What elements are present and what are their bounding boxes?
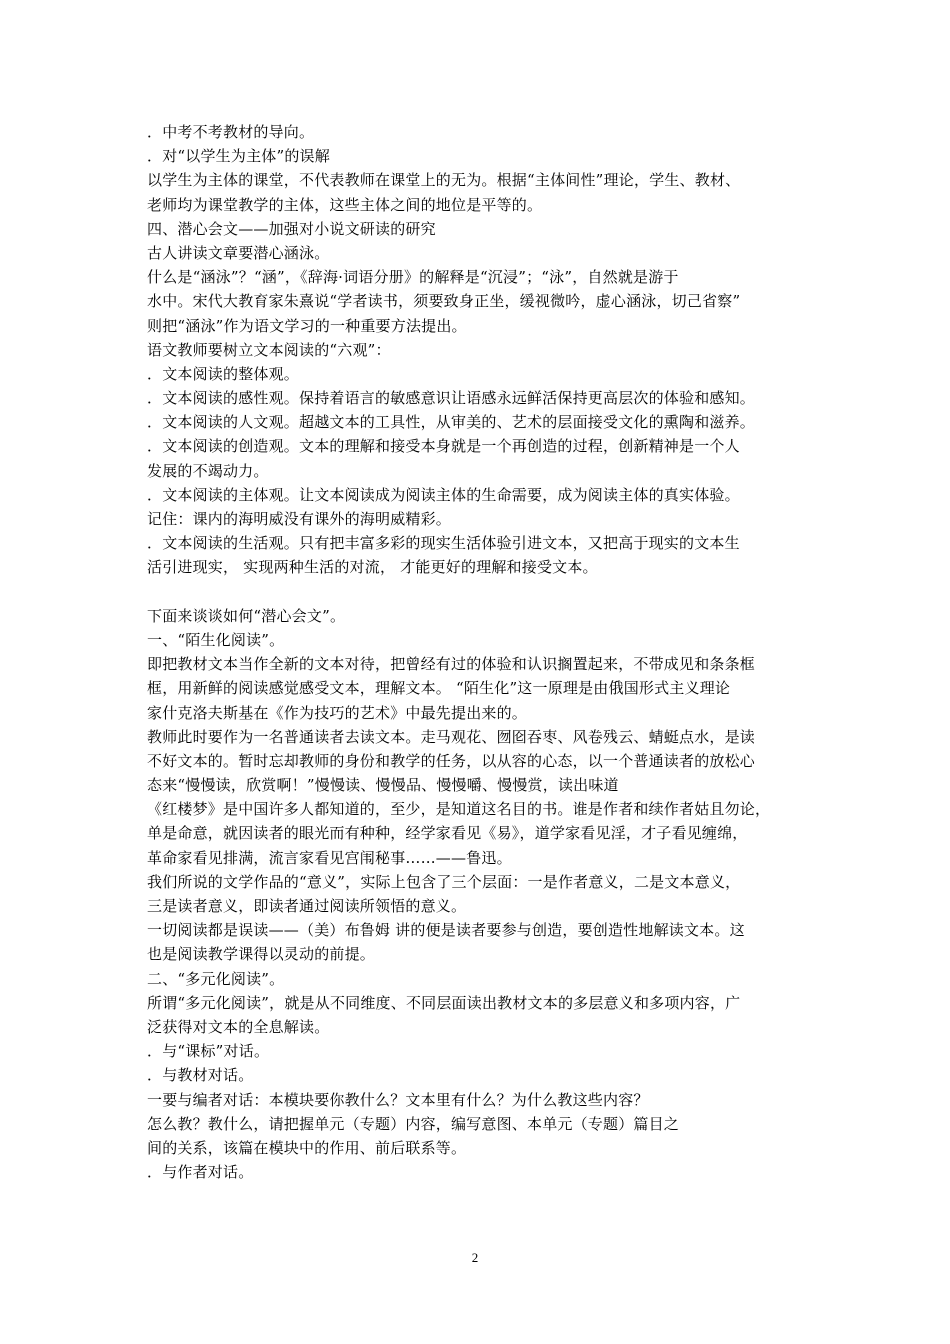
text-line: 怎么教？教什么，请把握单元（专题）内容，编写意图、本单元（专题）篇目之 [147, 1114, 680, 1133]
text-line: 家什克洛夫斯基在《作为技巧的艺术》中最先提出来的。 [147, 703, 528, 722]
text-line: 单是命意，就因读者的眼光而有种种，经学家看见《易》，道学家看见淫，才子看见缠绵， [147, 824, 748, 843]
text-line: 古人讲读文章要潜心涵泳。 [147, 243, 330, 262]
text-line: 态来“慢慢读，欣赏啊！”慢慢读、慢慢品、慢慢嚼、慢慢赏，读出味道 [147, 776, 619, 795]
text-line: 一切阅读都是误读——（美）布鲁姆 讲的便是读者要参与创造，要创造性地解读文本。这 [147, 921, 745, 940]
text-line: 我们所说的文学作品的“意义”，实际上包含了三个层面：一是作者意义，二是文本意义， [147, 872, 741, 891]
text-line: 革命家看见排满，流言家看见宫闱秘事……——鲁迅。 [147, 848, 512, 867]
text-line: 下面来谈谈如何“潜心会文”。 [147, 606, 346, 625]
text-line: 语文教师要树立文本阅读的“六观”： [147, 340, 391, 359]
text-line: 二、“多元化阅读”。 [147, 969, 285, 988]
text-line: 即把教材文本当作全新的文本对待，把曾经有过的体验和认识搁置起来，不带成见和条条框 [147, 655, 756, 674]
text-line: ．与教材对话。 [147, 1066, 254, 1085]
text-line: 记住：课内的海明威没有课外的海明威精彩。 [147, 510, 452, 528]
page-number: 2 [471, 1250, 479, 1265]
text-line: ．与“课标”对话。 [147, 1042, 270, 1061]
text-line: 也是阅读教学课得以灵动的前提。 [147, 945, 376, 964]
text-line: 框，用新鲜的阅读感觉感受文本，理解文本。 “陌生化”这一原理是由俄国形式主义理论 [147, 679, 731, 698]
blank-line [147, 580, 812, 604]
text-line: 四、潜心会文——加强对小说文研读的研究 [147, 219, 436, 238]
text-line: ．文本阅读的感性观。保持着语言的敏感意识让语感永远鲜活保持更高层次的体验和感知。 [147, 389, 756, 408]
text-line: 教师此时要作为一名普通读者去读文本。走马观花、囫囵吞枣、风卷残云、蜻蜓点水，是读 [147, 727, 756, 746]
text-line: 所谓“多元化阅读”，就是从不同维度、不同层面读出教材文本的多层意义和多项内容，广 [147, 993, 741, 1012]
text-line: ．文本阅读的生活观。只有把丰富多彩的现实生活体验引进文本，又把高于现实的文本生 [147, 534, 740, 553]
text-line: 发展的不竭动力。 [147, 461, 269, 480]
text-line: ．文本阅读的人文观。超越文本的工具性，从审美的、艺术的层面接受文化的熏陶和滋养。 [147, 413, 756, 432]
text-line: 《红楼梦》是中国许多人都知道的，至少，是知道这名目的书。谁是作者和续作者姑且勿论， [147, 800, 771, 819]
text-line: 一、“陌生化阅读”。 [147, 630, 285, 649]
text-line: 以学生为主体的课堂，不代表教师在课堂上的无为。根据“主体间性”理论，学生、教材、 [147, 171, 741, 190]
text-line: 三是读者意义，即读者通过阅读所领悟的意义。 [147, 897, 467, 915]
text-line: 水中。宋代大教育家朱熹说“学者读书，须要致身正坐，缓视微吟，虚心涵泳，切己省察” [147, 292, 741, 311]
text-line: ．对“以学生为主体”的误解 [147, 147, 330, 166]
text-line: 活引进现实， 实现两种生活的对流， 才能更好的理解和接受文本。 [147, 558, 598, 577]
text-line: 泛获得对文本的全息解读。 [147, 1017, 330, 1036]
text-line: 间的关系，该篇在模块中的作用、前后联系等。 [147, 1138, 467, 1157]
text-line: ．文本阅读的创造观。文本的理解和接受本身就是一个再创造的过程，创新精神是一个人 [147, 437, 740, 456]
text-line: 则把“涵泳”作为语文学习的一种重要方法提出。 [147, 316, 467, 335]
text-line: 一要与编者对话：本模块要你教什么？文本里有什么？为什么教这些内容？ [147, 1090, 649, 1109]
text-line: ．文本阅读的主体观。让文本阅读成为阅读主体的生命需要，成为阅读主体的真实体验。 [147, 485, 740, 504]
text-line: ．文本阅读的整体观。 [147, 364, 300, 383]
document-body [147, 120, 812, 1184]
text-line: ．中考不考教材的导向。 [147, 123, 315, 141]
text-line: ．与作者对话。 [147, 1163, 254, 1182]
text-line: 老师均为课堂教学的主体，这些主体之间的地位是平等的。 [147, 195, 543, 214]
text-line: 什么是“涵泳”？“涵”，《辞海·词语分册》的解释是“沉浸”；“泳”，自然就是游于 [147, 268, 679, 287]
text-line: 不好文本的。暂时忘却教师的身份和教学的任务，以从容的心态，以一个普通读者的放松心 [147, 751, 756, 770]
